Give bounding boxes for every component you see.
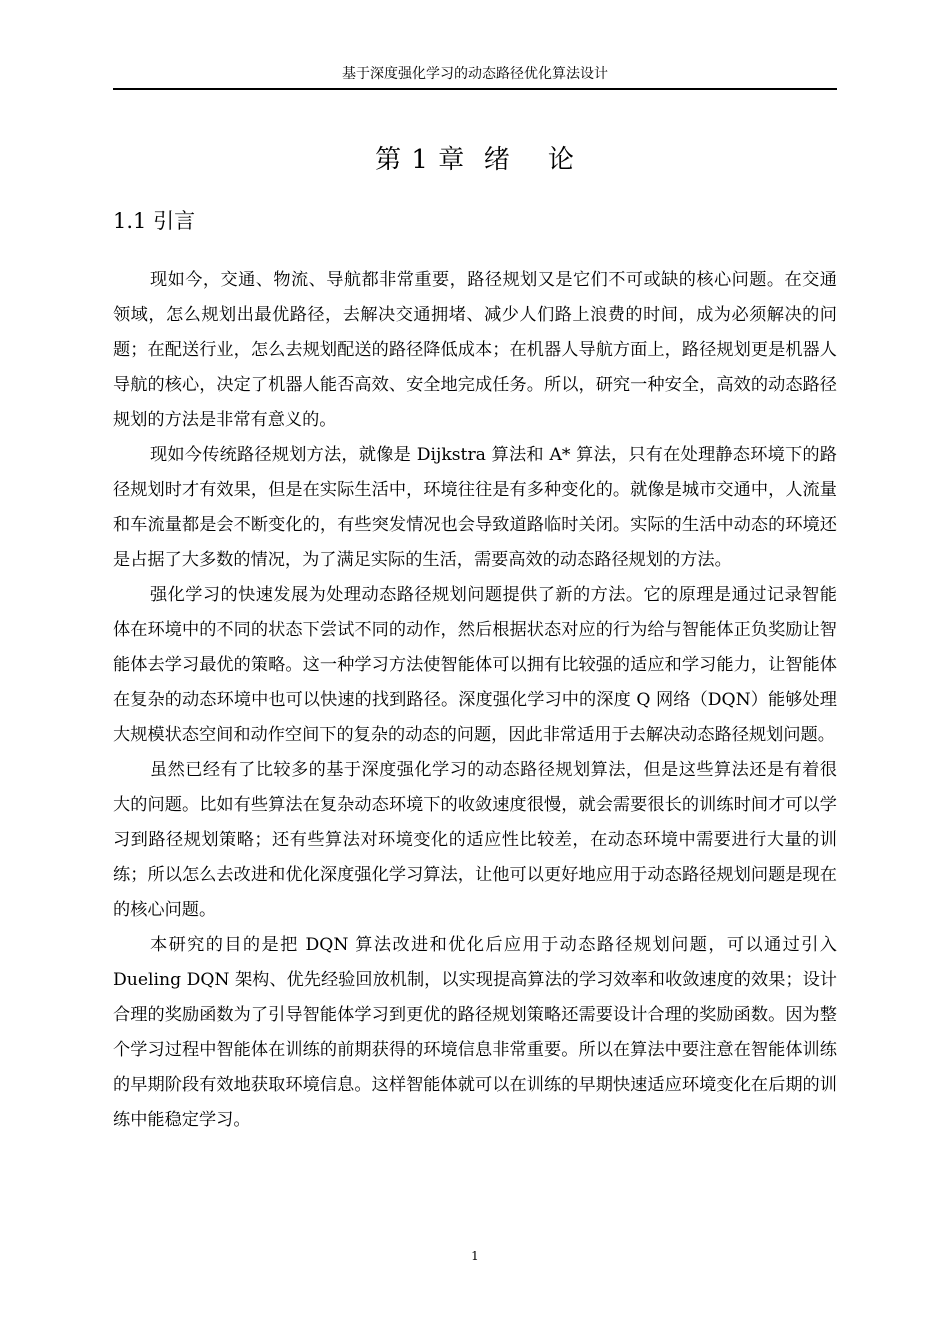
body-text <box>113 263 837 1138</box>
header-rule <box>113 88 837 90</box>
chapter-title: 第 1 章 绪 论 <box>375 145 575 175</box>
paragraph: 强化学习的快速发展为处理动态路径规划问题提供了新的方法。它的原理是通过记录智能体在环境中的不同的状态下尝试不同的动作，然后根据状态对应的行为给与智能体正负奖励让智能体去学习最优的策略。这一种学习方法使智能体可以拥有比较强的适应和学习能力，让智能体在复杂的动态环境中也可以快速的找到路径。深度强化学习中的深度 Q 网络（DQN）能够处理大规模状态空间和动作空间下的复杂的动态的问题，因此非常适用于去解决动态路径规划问题。 <box>113 585 837 745</box>
paragraph: 现如今，交通、物流、导航都非常重要，路径规划又是它们不可或缺的核心问题。在交通领域，怎么规划出最优路径，去解决交通拥堵、减少人们路上浪费的时间，成为必须解决的问题；在配送行业，怎么去规划配送的路径降低成本；在机器人导航方面上，路径规划更是机器人导航的核心，决定了机器人能否高效、安全地完成任务。所以，研究一种安全，高效的动态路径规划的方法是非常有意义的。 <box>113 270 837 430</box>
section-title: 1.1 引言 <box>113 209 196 233</box>
paragraph: 虽然已经有了比较多的基于深度强化学习的动态路径规划算法，但是这些算法还是有着很大的问题。比如有些算法在复杂动态环境下的收敛速度很慢，就会需要很长的训练时间才可以学习到路径规划策略；还有些算法对环境变化的适应性比较差，在动态环境中需要进行大量的训练；所以怎么去改进和优化深度强化学习算法，让他可以更好地应用于动态路径规划问题是现在的核心问题。 <box>113 760 837 920</box>
paragraph: 本研究的目的是把 DQN 算法改进和优化后应用于动态路径规划问题，可以通过引入 Dueling DQN 架构、优先经验回放机制，以实现提高算法的学习效率和收敛速度的效果；设计合理的奖励函数为了引导智能体学习到更优的路径规划策略还需要设计合理的奖励函数。因为整个学习过程中智能体在训练的前期获得的环境信息非常重要。所以在算法中要注意在智能体训练的早期阶段有效地获取环境信息。这样智能体就可以在训练的早期快速适应环境变化在后期的训练中能稳定学习。 <box>113 935 837 1130</box>
running-header: 基于深度强化学习的动态路径优化算法设计 <box>342 66 608 82</box>
paragraph: 现如今传统路径规划方法，就像是 Dijkstra 算法和 A* 算法，只有在处理静态环境下的路径规划时才有效果，但是在实际生活中，环境往往是有多种变化的。就像是城市交通中，人流量和车流量都是会不断变化的，有些突发情况也会导致道路临时关闭。实际的生活中动态的环境还是占据了大多数的情况，为了满足实际的生活，需要高效的动态路径规划的方法。 <box>113 445 837 570</box>
page-number: 1 <box>471 1249 479 1263</box>
